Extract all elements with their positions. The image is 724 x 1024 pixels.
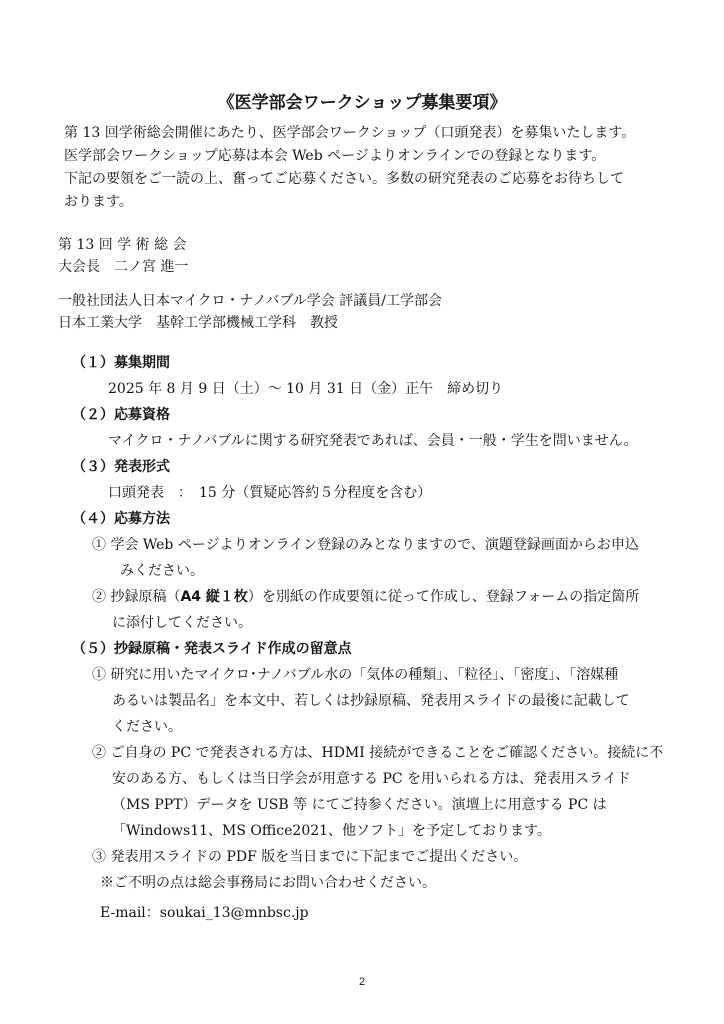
notes-item-2-cont: （MS PPT）データを USB 等 にてご持参ください。演壇上に用意する PC は bbox=[112, 797, 607, 813]
method-item-2-suffix: ）を別紙の作成要領に従って作成し、登録フォームの指定箇所 bbox=[247, 589, 640, 605]
method-item-2-cont: に添付してください。 bbox=[112, 615, 252, 631]
page-number: 2 bbox=[358, 976, 366, 988]
method-item-2-bold: A4 縦１枚 bbox=[180, 589, 248, 605]
requirements-section bbox=[72, 350, 692, 926]
intro-paragraph bbox=[64, 122, 684, 214]
notes-item-2: ② ご自身の PC で発表される方は、HDMI 接続ができることをご確認ください。接続に不 bbox=[92, 745, 664, 761]
notes-item-1-cont: ください。 bbox=[112, 719, 182, 735]
format-text: 口頭発表 ： 15 分（質疑応答約５分程度を含む） bbox=[108, 485, 432, 501]
section-heading-notes: （５）抄録原稿・発表スライド作成の留意点 bbox=[72, 641, 352, 657]
method-item-1-cont: みください。 bbox=[120, 563, 204, 579]
intro-line: 下記の要領をご一読の上、奮ってご応募ください。多数の研究発表のご応募をお待ちして bbox=[64, 171, 624, 187]
chair-name: 大会長 二ノ宮 進一 bbox=[58, 259, 189, 275]
eligibility-text: マイクロ・ナノバブルに関する研究発表であれば、会員・一般・学生を問いません。 bbox=[108, 433, 638, 449]
notes-item-2-cont: 安のある方、もしくは当日学会が用意する PC を用いられる方は、発表用スライド bbox=[112, 771, 631, 787]
method-item-2-prefix: ② 抄録原稿（ bbox=[92, 589, 181, 605]
page-title: 《医学部会ワークショップ募集要項》 bbox=[217, 93, 507, 113]
notes-item-1-cont: あるいは製品名」を本文中、若しくは抄録原稿、発表用スライドの最後に記載して bbox=[112, 693, 630, 709]
notes-item-3: ③ 発表用スライドの PDF 版を当日までに下記までご提出ください。 bbox=[92, 849, 528, 865]
conference-name: 第 13 回 学 術 総 会 bbox=[58, 237, 187, 253]
affiliation-line: 日本工業大学 基幹工学部機械工学科 教授 bbox=[58, 315, 338, 331]
contact-email: E-mail：soukai_13@mnbsc.jp bbox=[100, 905, 309, 921]
notes-item-2-cont: 「Windows11、MS Office2021、他ソフト」を予定しております。 bbox=[112, 823, 551, 839]
intro-line: 第 13 回学術総会開催にあたり、医学部会ワークショップ（口頭発表）を募集いたします。 bbox=[64, 125, 636, 141]
intro-line: おります。 bbox=[64, 194, 133, 210]
section-heading-eligibility: （２）応募資格 bbox=[72, 407, 170, 423]
method-item-2 bbox=[72, 584, 692, 610]
section-heading-method: （４）応募方法 bbox=[72, 511, 170, 527]
section-heading-period: （１）募集期間 bbox=[72, 355, 170, 371]
chair-block bbox=[58, 234, 188, 278]
notes-item-1: ① 研究に用いたマイクロ･ナノバブル水の「気体の種類」、「粒径」、「密度」、「溶媒種 bbox=[92, 667, 619, 683]
period-text: 2025 年 8 月 9 日（土）～ 10 月 31 日（金）正午 締め切り bbox=[108, 381, 504, 397]
affiliation-line: 一般社団法人日本マイクロ・ナノバブル学会 評議員/工学部会 bbox=[58, 293, 442, 309]
method-item-1: ① 学会 Web ページよりオンライン登録のみとなりますので、演題登録画面からお申込 bbox=[92, 537, 639, 553]
contact-note: ※ご不明の点は総会事務局にお問い合わせください。 bbox=[100, 875, 436, 891]
affiliation-block bbox=[58, 290, 442, 334]
section-heading-format: （３）発表形式 bbox=[72, 459, 170, 475]
intro-line: 医学部会ワークショップ応募は本会 Web ページよりオンラインでの登録となります。 bbox=[64, 148, 606, 164]
